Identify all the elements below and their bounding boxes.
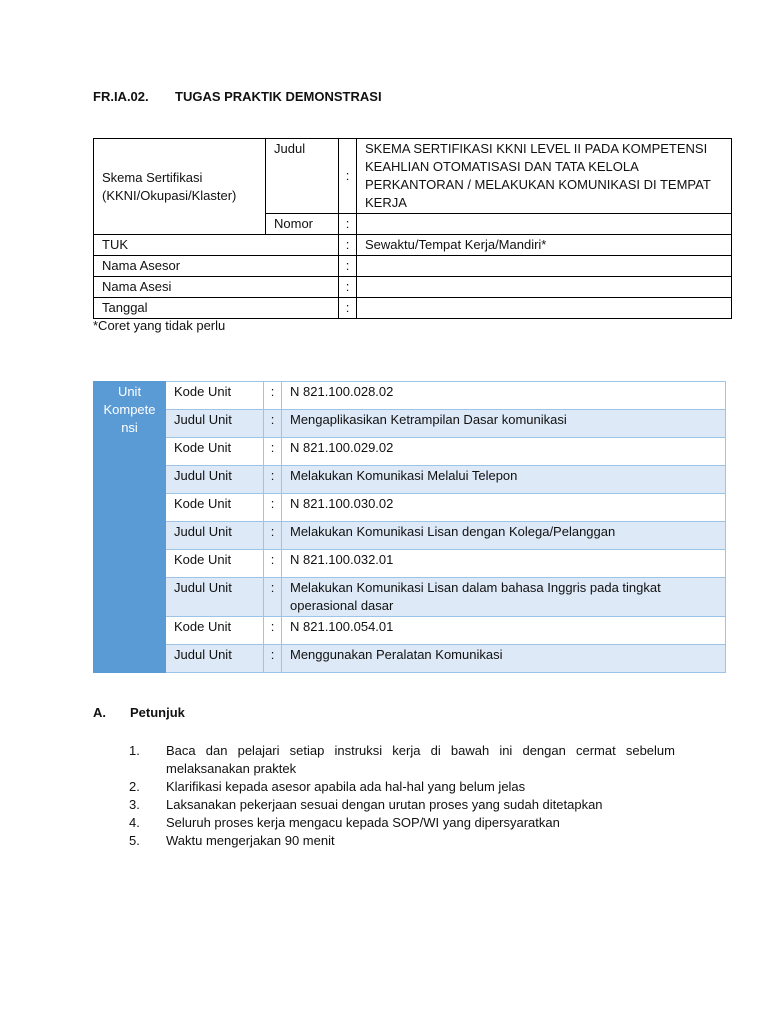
list-item <box>93 832 675 850</box>
colon: : <box>339 235 357 256</box>
colon: : <box>264 382 282 410</box>
unit-value: Melakukan Komunikasi Lisan dalam bahasa Inggris pada tingkat operasional dasar <box>282 578 726 617</box>
section-heading <box>93 705 185 720</box>
step-text: Laksanakan pekerjaan sesuai dengan urutan proses yang sudah ditetapkan <box>166 797 603 812</box>
unit-label: Judul Unit <box>166 410 264 438</box>
table-row <box>94 550 726 578</box>
form-code: FR.IA.02. <box>93 89 149 104</box>
colon: : <box>264 410 282 438</box>
unit-value: N 821.100.029.02 <box>282 438 726 466</box>
form-title: TUGAS PRAKTIK DEMONSTRASI <box>175 89 382 104</box>
row-label: TUK <box>94 235 339 256</box>
colon: : <box>339 298 357 319</box>
row-label: Nama Asesi <box>94 277 339 298</box>
unit-value: N 821.100.028.02 <box>282 382 726 410</box>
skema-label: Skema Sertifikasi (KKNI/Okupasi/Klaster) <box>94 139 266 235</box>
step-number: 4. <box>129 815 140 830</box>
unit-label: Judul Unit <box>166 466 264 494</box>
row-value <box>357 256 732 277</box>
unit-value: N 821.100.032.01 <box>282 550 726 578</box>
unit-competency-table <box>93 381 726 673</box>
step-number: 5. <box>129 833 140 848</box>
unit-kompetensi-label: Unit Kompete nsi <box>94 382 166 673</box>
colon: : <box>264 494 282 522</box>
step-number: 2. <box>129 779 140 794</box>
row-value <box>357 277 732 298</box>
judul-row <box>94 139 732 214</box>
colon: : <box>264 550 282 578</box>
list-item <box>93 778 675 796</box>
unit-label: Judul Unit <box>166 522 264 550</box>
nomor-value <box>357 214 732 235</box>
step-text: Seluruh proses kerja mengacu kepada SOP/WI yang dipersyaratkan <box>166 815 560 830</box>
table-row <box>94 438 726 466</box>
list-item <box>93 796 675 814</box>
table-row <box>94 617 726 645</box>
colon: : <box>264 466 282 494</box>
nama-asesi-row <box>94 277 732 298</box>
table-row <box>94 578 726 617</box>
table-row <box>94 466 726 494</box>
step-text: Waktu mengerjakan 90 menit <box>166 833 335 848</box>
unit-value: Menggunakan Peralatan Komunikasi <box>282 645 726 673</box>
unit-value: N 821.100.054.01 <box>282 617 726 645</box>
table-row <box>94 494 726 522</box>
unit-label: Kode Unit <box>166 382 264 410</box>
colon: : <box>339 214 357 235</box>
step-number: 3. <box>129 797 140 812</box>
step-text: Klarifikasi kepada asesor apabila ada hal-hal yang belum jelas <box>166 779 526 794</box>
unit-label: Kode Unit <box>166 550 264 578</box>
nomor-label: Nomor <box>266 214 339 235</box>
unit-label: Kode Unit <box>166 617 264 645</box>
row-label: Tanggal <box>94 298 339 319</box>
colon: : <box>264 645 282 673</box>
instruction-list <box>93 742 675 850</box>
colon: : <box>339 256 357 277</box>
tuk-row <box>94 235 732 256</box>
table-row <box>94 410 726 438</box>
tanggal-row <box>94 298 732 319</box>
list-item <box>93 814 675 832</box>
unit-label: Kode Unit <box>166 494 264 522</box>
section-title: Petunjuk <box>130 705 185 720</box>
unit-label: Judul Unit <box>166 645 264 673</box>
colon: : <box>264 438 282 466</box>
colon: : <box>264 617 282 645</box>
colon: : <box>264 578 282 617</box>
list-item <box>93 742 675 778</box>
section-letter: A. <box>93 705 106 720</box>
unit-label: Kode Unit <box>166 438 264 466</box>
table-row <box>94 522 726 550</box>
step-number: 1. <box>129 743 140 758</box>
certification-header-table <box>93 138 732 319</box>
unit-value: N 821.100.030.02 <box>282 494 726 522</box>
step-text: Baca dan pelajari setiap instruksi kerja di bawah ini dengan cermat sebelum melaksanakan praktek <box>166 743 675 776</box>
judul-value: SKEMA SERTIFIKASI KKNI LEVEL II PADA KOMPETENSI KEAHLIAN OTOMATISASI DAN TATA KELOLA PERKANTORAN / MELAKUKAN KOMUNIKASI DI TEMPAT KERJA <box>357 139 732 214</box>
colon: : <box>339 139 357 214</box>
colon: : <box>339 277 357 298</box>
judul-label: Judul <box>266 139 339 214</box>
table-row <box>94 645 726 673</box>
unit-label: Judul Unit <box>166 578 264 617</box>
unit-value: Melakukan Komunikasi Lisan dengan Kolega/Pelanggan <box>282 522 726 550</box>
row-label: Nama Asesor <box>94 256 339 277</box>
row-value: Sewaktu/Tempat Kerja/Mandiri* <box>357 235 732 256</box>
table-row <box>94 382 726 410</box>
colon: : <box>264 522 282 550</box>
document-title <box>93 89 382 104</box>
unit-value: Melakukan Komunikasi Melalui Telepon <box>282 466 726 494</box>
nama-asesor-row <box>94 256 732 277</box>
unit-value: Mengaplikasikan Ketrampilan Dasar komunikasi <box>282 410 726 438</box>
row-value <box>357 298 732 319</box>
footnote: *Coret yang tidak perlu <box>93 318 226 333</box>
